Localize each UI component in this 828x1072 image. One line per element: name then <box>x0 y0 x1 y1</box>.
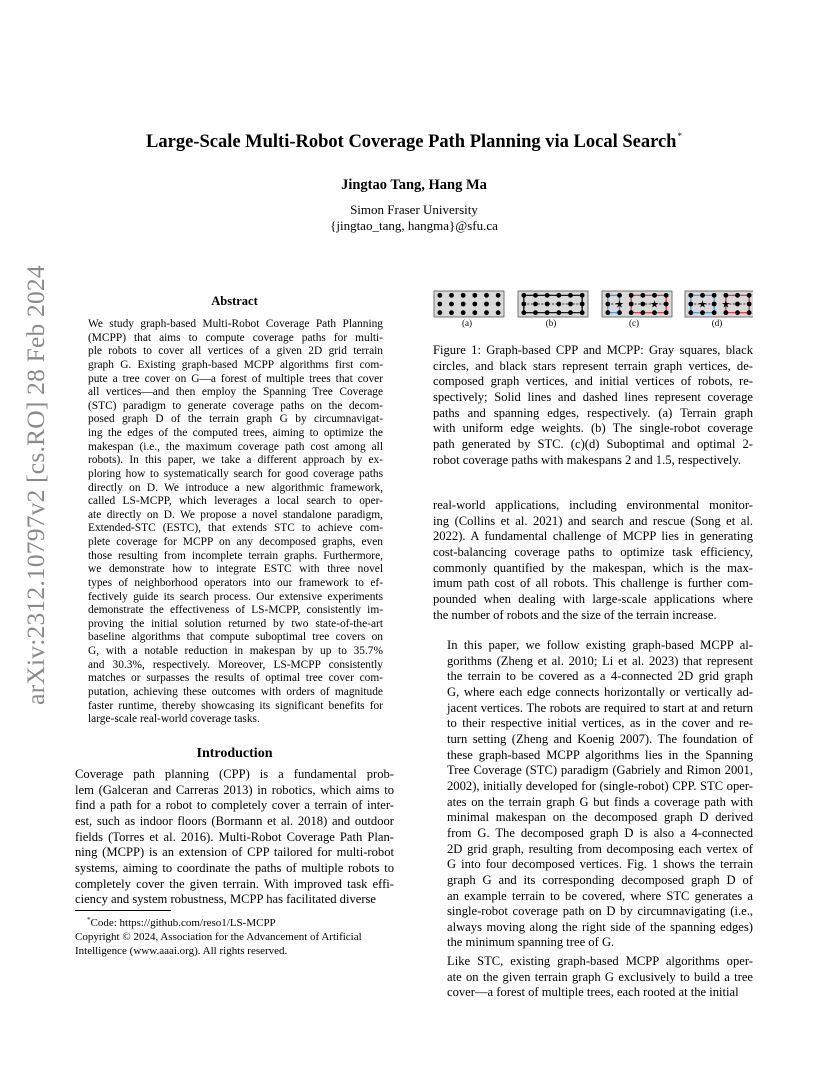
graph-vertex <box>664 293 669 298</box>
graph-vertex <box>449 310 454 315</box>
right-p2-line: to their respective initial vertices, as in the cover and re- <box>447 716 753 731</box>
affiliation-emails: {jingtao_tang, hangma}@sfu.ca <box>330 218 498 233</box>
caption-line: paths and spanning edges, respectively. (a) Terrain graph <box>433 405 753 420</box>
caption-line: path generated by STC. (c)(d) Suboptimal and optimal 2- <box>433 436 753 451</box>
graph-vertex <box>735 302 740 307</box>
abstract-line: makespan (i.e., the maximum coverage path cost among all <box>88 440 383 453</box>
caption-line: circles, and black stars represent terrain graph vertices, de- <box>433 358 753 373</box>
graph-vertex <box>664 310 669 315</box>
paper-authors: Jingtao Tang, Hang Ma <box>341 177 487 193</box>
right-p1-line: pounded when dealing with large-scale applications where <box>433 591 753 606</box>
right-p1-line: ing (Collins et al. 2021) and search and rescue (Song et al. <box>433 513 753 528</box>
abstract-line: called LS-MCPP, which leverages a local search to oper- <box>88 495 383 508</box>
footnote-code-text: Code: https://github.com/reso1/LS-MCPP <box>90 917 276 929</box>
introduction-line: ning (MCPP) is an extension of CPP tailored for multi-robot <box>75 845 394 860</box>
graph-vertex <box>688 310 693 315</box>
right-p2-line: gorithms (Zheng et al. 2010; Li et al. 2023) that represent <box>447 653 753 668</box>
robot-start-star: ★ <box>650 299 659 311</box>
abstract-line: large-scale real-world coverage tasks. <box>88 713 260 726</box>
right-column-paragraphs <box>433 638 753 1001</box>
abstract-line: baseline algorithms that compute suboptimal tree covers on <box>88 631 383 644</box>
footnote <box>75 913 394 958</box>
panel-label-d: (d) <box>711 318 723 328</box>
paper-title <box>0 131 828 153</box>
abstract-line: demonstrate the effectiveness of LS-MCPP, consistently im- <box>88 604 383 617</box>
abstract-line: plete coverage for MCPP on any decomposed graphs, even <box>88 536 383 548</box>
graph-vertex <box>496 302 501 307</box>
right-p1-line: commonly quantified by the makespan, which is the max- <box>433 560 753 575</box>
abstract-line: types of neighborhood operators into our framework to ef- <box>88 576 383 589</box>
graph-vertex <box>747 310 752 315</box>
graph-vertex <box>652 293 657 298</box>
right-p2-line: Tree Coverage (STC) paradigm (Gabriely and Rimon 2001, <box>447 763 753 778</box>
graph-vertex <box>640 302 645 307</box>
graph-vertex <box>747 302 752 307</box>
graph-vertex <box>580 302 585 307</box>
right-p2-line: these graph-based MCPP algorithms lies in the Spanning <box>447 747 753 762</box>
graph-vertex <box>605 310 610 315</box>
graph-vertex <box>723 293 728 298</box>
graph-vertex <box>688 302 693 307</box>
abstract-line: pute a tree cover on G—a forest of multiple trees that cover <box>88 372 383 385</box>
graph-vertex <box>640 310 645 315</box>
graph-vertex <box>664 302 669 307</box>
graph-vertex <box>568 293 573 298</box>
right-p1-line: imum path cost of all robots. This challenge is further com- <box>433 576 753 591</box>
robot-start-star: ★ <box>615 299 624 311</box>
abstract-heading: Abstract <box>211 294 258 308</box>
graph-vertex <box>712 310 717 315</box>
abstract-line: proving the initial solution returned by two state-of-the-art <box>88 617 383 630</box>
graph-vertex <box>437 293 442 298</box>
arxiv-sidebar <box>16 265 56 705</box>
introduction-line: find a path for a robot to completely cover a terrain of inter- <box>75 798 394 813</box>
right-p2-line: graph G and its corresponding decomposed graph D of <box>447 872 753 887</box>
graph-vertex <box>580 310 585 315</box>
right-p2-line: minimal makespan on the decomposed graph D derived <box>447 810 753 825</box>
right-p2-line: from G. The decomposed graph D is also a 4-connected <box>447 825 753 840</box>
abstract-line: ploring how to systematically search for good coverage paths <box>88 467 383 480</box>
graph-vertex <box>700 293 705 298</box>
graph-vertex <box>545 293 550 298</box>
abstract-line: putation, achieving these outcomes with orders of magnitude <box>88 685 383 698</box>
right-column-paragraph-2 <box>433 638 753 951</box>
paper-title-text: Large-Scale Multi-Robot Coverage Path Planning via Local Search <box>146 132 677 152</box>
graph-vertex <box>449 293 454 298</box>
graph-vertex <box>484 293 489 298</box>
introduction-heading: Introduction <box>196 746 273 761</box>
graph-vertex <box>712 293 717 298</box>
graph-vertex <box>712 302 717 307</box>
graph-vertex <box>521 293 526 298</box>
graph-vertex <box>496 310 501 315</box>
right-p1-line: 2022). A fundamental challenge of MCPP lies in generating <box>433 529 753 544</box>
introduction-line: Coverage path planning (CPP) is a fundamental prob- <box>75 767 394 781</box>
figure-1-graphic <box>433 290 753 318</box>
abstract-line: we demonstrate how to integrate ESTC with three novel <box>88 563 383 576</box>
graph-vertex <box>556 293 561 298</box>
terrain-panel-a <box>434 291 504 317</box>
graph-vertex <box>652 310 657 315</box>
figure-1-caption <box>433 343 753 468</box>
graph-vertex <box>533 302 538 307</box>
footnote-rule <box>75 910 171 911</box>
copyright-line-2: Intelligence (www.aaai.org). All rights reserved. <box>75 945 288 957</box>
introduction-line: lem (Galceran and Carreras 2013) in robotics, which aims to <box>75 782 394 797</box>
abstract-line: and 30.3%, respectively. Moreover, LS-MCPP consistently <box>88 658 383 671</box>
abstract-line: graph G. Existing graph-based MCPP algorithms first com- <box>88 358 383 371</box>
abstract-line: G, with a notable reduction in makespan by up to 35.7% <box>88 645 383 657</box>
caption-line: composed graph vertices, and initial vertices of robots, re- <box>433 374 753 389</box>
robot-start-star: ★ <box>721 299 731 311</box>
abstract-line: ple robots to cover all vertices of a given 2D grid terrain <box>88 345 383 358</box>
abstract-line: faster runtime, thereby showcasing its significant benefits for <box>88 699 383 712</box>
introduction-line: completely cover the given terrain. With improved task effi- <box>75 876 394 891</box>
graph-vertex <box>472 310 477 315</box>
graph-vertex <box>723 310 728 315</box>
introduction-paragraph <box>75 767 394 908</box>
right-p2-line: G into four decomposed vertices. Fig. 1 shows the terrain <box>447 857 753 872</box>
graph-vertex <box>556 310 561 315</box>
graph-vertex <box>605 302 610 307</box>
right-p2-line: 2002), initially developed for (single-robot) CPP. STC oper- <box>447 778 753 793</box>
abstract-line: directly on D. We introduce a new algorithmic framework, <box>88 481 383 494</box>
graph-vertex <box>747 293 752 298</box>
right-p2-line: ates on the terrain graph G but finds a coverage path with <box>447 794 753 809</box>
copyright-line-1: Copyright © 2024, Association for the Advancement of Artificial <box>75 931 362 943</box>
graph-vertex <box>484 310 489 315</box>
graph-vertex <box>568 302 573 307</box>
graph-vertex <box>461 293 466 298</box>
right-p3-line: ate on the given terrain graph G exclusively to build a tree <box>447 969 753 984</box>
right-p3-line: Like STC, existing graph-based MCPP algorithms oper- <box>447 954 753 969</box>
right-p3-line: cover—a forest of multiple trees, each rooted at the initial <box>447 985 739 1000</box>
abstract-line: all vertices—and then employ the Spanning Tree Coverage <box>88 386 383 399</box>
graph-vertex <box>461 302 466 307</box>
right-p1-line: the number of robots and the size of the terrain increase. <box>433 607 717 622</box>
right-p1-line: cost-balancing coverage paths to optimize task efficiency, <box>433 544 753 559</box>
panel-label-a: (a) <box>462 318 472 328</box>
introduction-line: fields (Torres et al. 2016). Multi-Robot Coverage Path Plan- <box>75 829 394 844</box>
graph-vertex <box>556 302 561 307</box>
graph-vertex <box>617 293 622 298</box>
graph-vertex <box>461 310 466 315</box>
caption-line: robot coverage paths with makespans 2 and 1.5, respectively. <box>433 452 741 467</box>
abstract-line: fectively guide its search process. Our extensive experiments <box>88 590 383 603</box>
graph-vertex <box>605 293 610 298</box>
introduction-line: ciency and system robustness, MCPP has facilitated diverse <box>75 892 377 907</box>
footnote-code-link: *Code: https://github.com/reso1/LS-MCPP <box>87 916 276 929</box>
abstract-line: posed graph D of the terrain graph G by circumnavigat- <box>88 413 383 426</box>
graph-vertex <box>629 293 634 298</box>
graph-vertex <box>580 293 585 298</box>
graph-vertex <box>437 302 442 307</box>
right-p2-line: the minimum spanning tree of G. <box>447 935 615 950</box>
graph-vertex <box>533 293 538 298</box>
right-p2-line: always moving along the right side of the spanning edges) <box>447 919 753 934</box>
graph-vertex <box>437 310 442 315</box>
abstract-line: ing the edges of the computed trees, aiming to optimize the <box>88 427 383 439</box>
graph-vertex <box>640 293 645 298</box>
graph-vertex <box>472 293 477 298</box>
right-p2-line: 2D grid graph, resulting from decomposing each vertex of <box>447 841 753 856</box>
panel-label-c: (c) <box>629 318 639 328</box>
abstract-line: (STC) paradigm to generate coverage paths on the decom- <box>88 399 383 412</box>
caption-line: spectively; Solid lines and dashed lines represent coverage <box>433 389 753 404</box>
right-column-paragraph-3 <box>433 954 753 1001</box>
right-p2-line: G, where each edge connects horizontally or vertically ad- <box>447 684 753 699</box>
arxiv-identifier: arXiv:2312.10797v2 [cs.RO] 28 Feb 2024 <box>21 265 50 705</box>
graph-vertex <box>472 302 477 307</box>
caption-line: Figure 1: Graph-based CPP and MCPP: Gray squares, black <box>433 343 753 357</box>
abstract-line: ate directly on D. We propose a novel standalone paradigm, <box>88 508 383 521</box>
abstract-line: Extended-STC (ESTC), that extends STC to achieve com- <box>88 522 383 535</box>
affiliation-institution: Simon Fraser University <box>350 202 478 217</box>
graph-vertex <box>568 310 573 315</box>
abstract-body <box>88 318 383 727</box>
right-p2-line: turn setting (Zheng and Koenig 2007). The foundation of <box>447 731 753 746</box>
panel-label-b: (b) <box>545 318 557 328</box>
graph-vertex <box>545 310 550 315</box>
graph-vertex <box>545 302 550 307</box>
robot-start-star: ★ <box>698 299 707 311</box>
introduction-line: est, such as indoor floors (Bormann et al. 2018) and outdoor <box>75 813 394 828</box>
right-p2-line: In this paper, we follow existing graph-based MCPP al- <box>447 638 753 652</box>
abstract-line: matches or surpasses the results of optimal tree cover com- <box>88 672 383 685</box>
graph-vertex <box>735 310 740 315</box>
right-p2-line: the terrain to be covered as a 4-connected 2D grid graph <box>447 669 753 684</box>
abstract-line: (MCPP) that aims to compute coverage paths for multi- <box>88 331 383 344</box>
caption-line: with uniform edge weights. (b) The single-robot coverage <box>433 421 753 436</box>
graph-vertex <box>700 310 705 315</box>
graph-vertex <box>735 293 740 298</box>
right-p1-line: real-world applications, including environmental monitor- <box>433 498 753 512</box>
affiliation <box>0 202 828 234</box>
title-footnote-mark: * <box>677 131 682 141</box>
graph-vertex <box>533 310 538 315</box>
graph-vertex <box>449 302 454 307</box>
graph-vertex <box>521 310 526 315</box>
right-p2-line: single-robot coverage path on D by circumnavigating (i.e., <box>447 904 753 919</box>
abstract-line: robots). In this paper, we take a different approach by ex- <box>88 454 383 467</box>
graph-vertex <box>496 293 501 298</box>
graph-vertex <box>617 310 622 315</box>
right-p2-line: jacent vertices. The robots are required to start at and return <box>447 700 753 715</box>
right-column-paragraph-1 <box>433 498 753 623</box>
figure-1 <box>433 290 753 330</box>
graph-vertex <box>688 293 693 298</box>
introduction-line: systems, aiming to coordinate the paths of multiple robots to <box>75 860 394 875</box>
graph-vertex <box>521 302 526 307</box>
graph-vertex <box>484 302 489 307</box>
right-p2-line: an example terrain to be covered, where STC generates a <box>447 888 753 903</box>
abstract-line: We study graph-based Multi-Robot Coverage Path Planning <box>88 318 383 330</box>
graph-vertex <box>629 310 634 315</box>
abstract-line: those resulting from incomplete terrain graphs. Furthermore, <box>88 549 383 562</box>
graph-vertex <box>629 302 634 307</box>
